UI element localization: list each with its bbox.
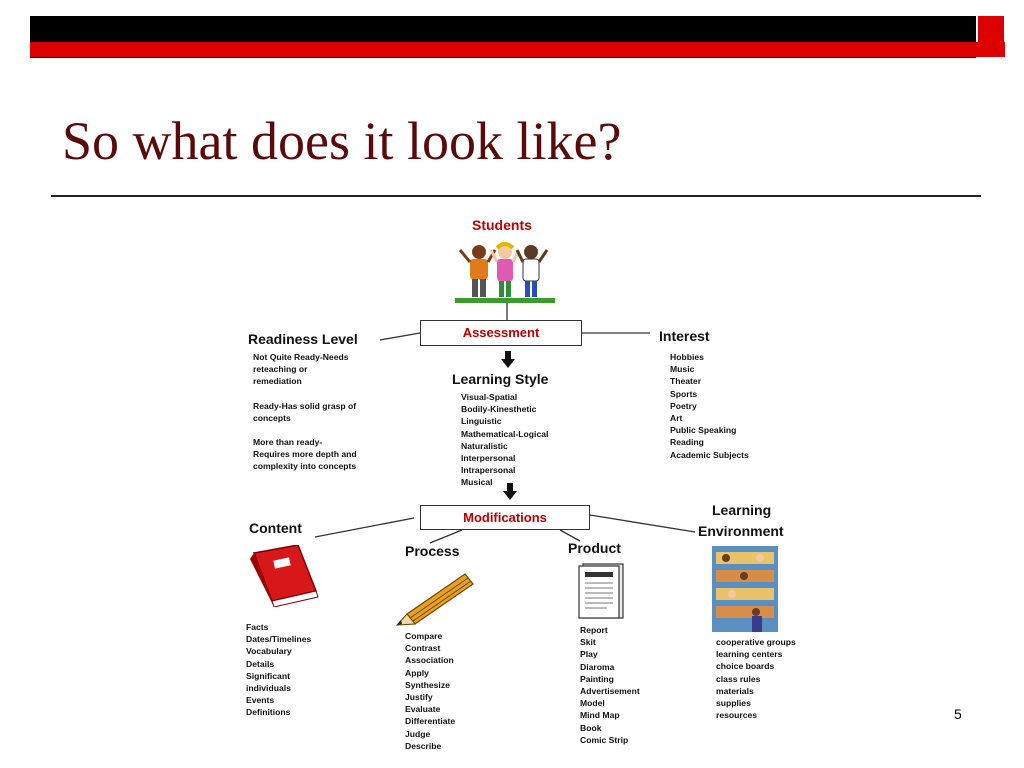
list-item: Hobbies xyxy=(670,352,704,362)
list-item: Sports xyxy=(670,388,698,399)
list-item: Model xyxy=(580,698,605,709)
list-item: Interpersonal xyxy=(461,453,516,464)
down-arrow-icon xyxy=(500,351,516,369)
list-item: Linguistic xyxy=(461,416,502,427)
environment-heading-line2: Environment xyxy=(698,523,784,539)
process-list xyxy=(405,630,455,752)
list-item: resources xyxy=(716,710,758,721)
readiness-spacer xyxy=(253,388,357,400)
list-item: Visual-Spatial xyxy=(461,392,518,402)
list-item: Music xyxy=(670,364,695,375)
list-item: choice boards xyxy=(716,661,775,672)
readiness-text xyxy=(253,351,357,473)
readiness-line: Ready-Has solid grasp of xyxy=(253,400,357,411)
list-item: Public Speaking xyxy=(670,425,737,436)
list-item: individuals xyxy=(246,683,291,694)
list-item: Definitions xyxy=(246,707,291,718)
list-item: Comic Strip xyxy=(580,734,629,745)
list-item: Facts xyxy=(246,622,269,632)
list-item: Dates/Timelines xyxy=(246,634,312,645)
list-item: Describe xyxy=(405,740,442,751)
list-item: Significant xyxy=(246,670,290,681)
content-list xyxy=(246,621,311,719)
pencil-icon xyxy=(395,568,477,626)
page-number: 5 xyxy=(954,706,962,722)
list-item: Bodily-Kinesthetic xyxy=(461,404,537,415)
report-document-icon xyxy=(577,562,627,620)
environment-heading-line1: Learning xyxy=(712,502,772,518)
list-item: Differentiate xyxy=(405,716,456,727)
list-item: Painting xyxy=(580,673,614,684)
list-item: Book xyxy=(580,722,602,733)
readiness-line: concepts xyxy=(253,412,291,423)
list-item: Judge xyxy=(405,728,431,739)
list-item: Skit xyxy=(580,637,596,648)
list-item: cooperative groups xyxy=(716,637,796,647)
readiness-line: complexity into concepts xyxy=(253,461,357,472)
slide-title: So what does it look like? xyxy=(62,111,622,171)
readiness-line: remediation xyxy=(253,376,302,387)
list-item: Vocabulary xyxy=(246,646,292,657)
list-item: learning centers xyxy=(716,649,783,660)
interest-heading: Interest xyxy=(659,328,710,344)
list-item: Contrast xyxy=(405,643,441,654)
readiness-heading: Readiness Level xyxy=(248,331,358,347)
list-item: Musical xyxy=(461,477,493,488)
environment-list xyxy=(716,636,796,721)
list-item: Intrapersonal xyxy=(461,465,516,476)
list-item: supplies xyxy=(716,698,751,709)
list-item: Evaluate xyxy=(405,704,441,715)
list-item: Reading xyxy=(670,437,704,448)
list-item: Association xyxy=(405,655,454,666)
product-heading: Product xyxy=(568,540,621,556)
list-item: Compare xyxy=(405,631,443,641)
process-heading: Process xyxy=(405,543,460,559)
list-item: Diaroma xyxy=(580,661,615,672)
list-item: Advertisement xyxy=(580,686,640,697)
list-item: Poetry xyxy=(670,400,697,411)
list-item: Apply xyxy=(405,667,429,678)
students-heading: Students xyxy=(472,217,532,233)
list-item: Mathematical-Logical xyxy=(461,428,549,439)
readiness-spacer xyxy=(253,424,357,436)
content-heading: Content xyxy=(249,520,302,536)
list-item: Details xyxy=(246,658,275,669)
students-icon xyxy=(455,238,555,304)
down-arrow-icon xyxy=(502,483,518,501)
list-item: Synthesize xyxy=(405,679,450,690)
list-item: class rules xyxy=(716,673,761,684)
list-item: Events xyxy=(246,695,275,706)
list-item: Play xyxy=(580,649,598,660)
assessment-label: Assessment xyxy=(462,325,540,340)
modifications-box xyxy=(420,505,590,530)
list-item: Justify xyxy=(405,692,433,703)
readiness-line: reteaching or xyxy=(253,364,308,375)
list-item: Naturalistic xyxy=(461,440,508,451)
readiness-line: More than ready- xyxy=(253,437,323,448)
learning-style-heading: Learning Style xyxy=(452,371,549,387)
assessment-box xyxy=(420,320,582,346)
modifications-label: Modifications xyxy=(463,510,547,525)
book-icon xyxy=(246,545,322,607)
list-item: Art xyxy=(670,413,683,424)
product-list xyxy=(580,624,640,746)
interest-list xyxy=(670,351,749,461)
readiness-line: Not Quite Ready-Needs xyxy=(253,352,349,362)
list-item: Academic Subjects xyxy=(670,449,749,460)
classroom-icon xyxy=(712,546,778,632)
list-item: Report xyxy=(580,625,608,635)
list-item: Theater xyxy=(670,376,702,387)
readiness-line: Requires more depth and xyxy=(253,449,357,460)
learning-style-list xyxy=(461,391,548,489)
list-item: Mind Map xyxy=(580,710,620,721)
list-item: materials xyxy=(716,685,754,696)
